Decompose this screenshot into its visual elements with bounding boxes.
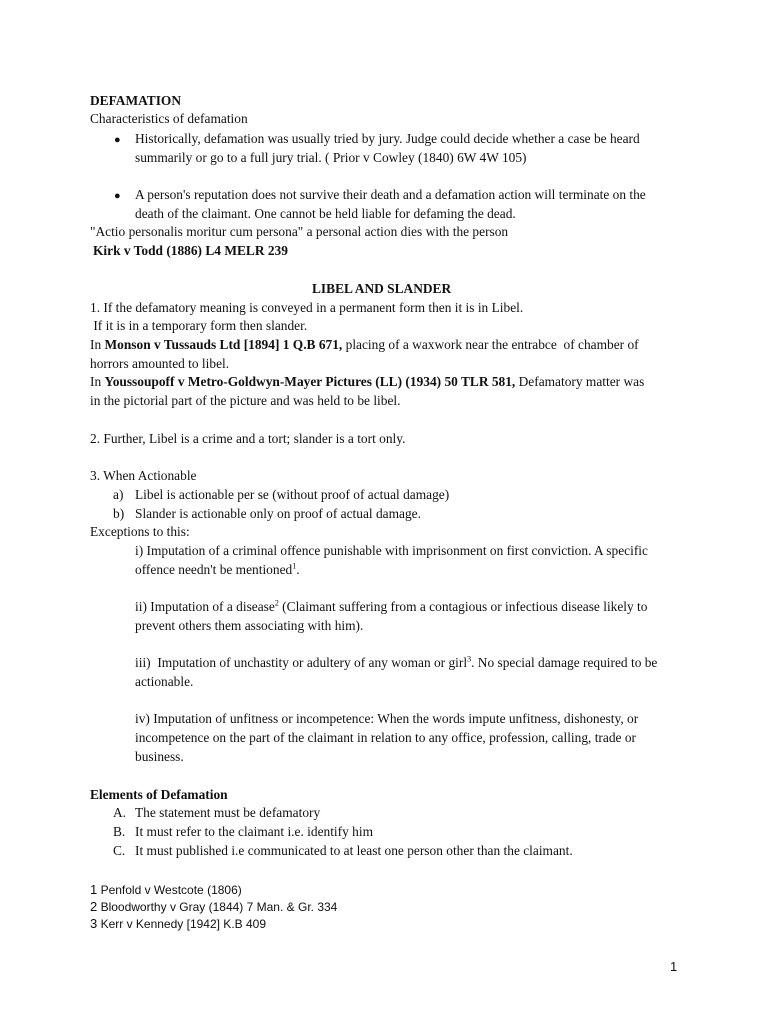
list-marker: A.	[113, 805, 127, 820]
bullet-marker: ●	[114, 190, 121, 202]
exception-line: iv) Imputation of unfitness or incompetence: When the words impute unfitness, dishonesty, or	[135, 711, 639, 726]
list-marker: C.	[113, 843, 126, 858]
footnote-number: 1	[90, 882, 98, 897]
exception-line: prevent others them associating with him).	[135, 618, 364, 633]
footnote-ref: 1	[292, 561, 297, 571]
case-citation: Monson v Tussauds Ltd [1894] 1 Q.B 671,	[104, 337, 343, 352]
exception-line	[135, 654, 657, 673]
exception-line	[135, 598, 647, 617]
footnote-number: 3	[90, 916, 98, 931]
exception-line: business.	[135, 749, 184, 764]
footnote-number: 2	[90, 899, 98, 914]
footnote-ref: 3	[467, 654, 472, 664]
footnote-text: Bloodworthy v Gray (1844) 7 Man. & Gr. 334	[97, 900, 338, 914]
case-citation: Kirk v Todd (1886) L4 MELR 239	[93, 243, 288, 258]
exception-text: iii) Imputation of unchastity or adultery of any woman or girl	[135, 655, 468, 670]
bullet-text: summarily or go to a full jury trial. ( Prior v Cowley (1840) 6W 4W 105)	[135, 150, 527, 165]
exception-text: .	[296, 562, 300, 577]
footnote-text: Penfold v Westcote (1806)	[97, 883, 242, 897]
exception-line: incompetence on the part of the claimant in relation to any office, profession, calling, trade or	[135, 730, 636, 745]
exception-text: offence needn't be mentioned	[135, 562, 293, 577]
bullet-text: Historically, defamation was usually tried by jury. Judge could decide whether a case be heard	[135, 131, 640, 146]
section-heading: Elements of Defamation	[90, 787, 228, 802]
paragraph-line: 2. Further, Libel is a crime and a tort; slander is a tort only.	[90, 431, 406, 446]
bullet-marker: ●	[114, 134, 121, 146]
list-item: It must refer to the claimant i.e. identify him	[135, 824, 373, 839]
section-subheading: Characteristics of defamation	[90, 111, 248, 126]
footnote-ref: 2	[274, 598, 279, 608]
case-citation: Youssoupoff v Metro-Goldwyn-Mayer Pictures (LL) (1934) 50 TLR 581,	[104, 374, 516, 389]
list-item: It must published i.e communicated to at least one person other than the claimant.	[135, 843, 573, 858]
list-marker: B.	[113, 824, 126, 839]
paragraph-line: If it is in a temporary form then slander.	[90, 318, 308, 333]
exception-line	[135, 561, 300, 580]
paragraph-line: 1. If the defamatory meaning is conveyed in a permanent form then it is in Libel.	[90, 300, 524, 315]
exception-line: i) Imputation of a criminal offence punishable with imprisonment on first conviction. A specific	[135, 543, 648, 558]
exception-text: . No special damage required to be	[471, 655, 658, 670]
list-marker: a)	[113, 487, 124, 502]
paragraph-text: In	[90, 337, 105, 352]
paragraph-text: In	[90, 374, 105, 389]
list-item: Libel is actionable per se (without proof of actual damage)	[135, 487, 450, 502]
list-item: The statement must be defamatory	[135, 805, 321, 820]
document-title: DEFAMATION	[90, 93, 181, 108]
section-heading: LIBEL AND SLANDER	[312, 281, 452, 296]
paragraph-text: Defamatory matter was	[515, 374, 645, 389]
paragraph-line: 3. When Actionable	[90, 468, 197, 483]
paragraph-line: horrors amounted to libel.	[90, 356, 230, 371]
bullet-text: A person's reputation does not survive their death and a defamation action will terminate on the	[135, 187, 646, 202]
footnote	[90, 881, 242, 899]
exceptions-label: Exceptions to this:	[90, 524, 190, 539]
bullet-text: death of the claimant. One cannot be held liable for defaming the dead.	[135, 206, 516, 221]
paragraph-text: placing of a waxwork near the entrabce of chamber of	[342, 337, 639, 352]
exception-text: (Claimant suffering from a contagious or infectious disease likely to	[278, 599, 648, 614]
monson-paragraph	[90, 336, 639, 355]
list-item: Slander is actionable only on proof of actual damage.	[135, 506, 421, 521]
exception-line: actionable.	[135, 674, 194, 689]
youssoupoff-paragraph	[90, 373, 644, 392]
page-number: 1	[670, 959, 678, 974]
footnote	[90, 898, 337, 916]
paragraph-line: in the pictorial part of the picture and was held to be libel.	[90, 393, 401, 408]
list-marker: b)	[113, 506, 125, 521]
footnote-text: Kerr v Kennedy [1942] K.B 409	[97, 917, 267, 931]
footnote	[90, 915, 266, 933]
latin-maxim: "Actio personalis moritur cum persona" a personal action dies with the person	[90, 224, 509, 239]
exception-text: ii) Imputation of a disease	[135, 599, 275, 614]
